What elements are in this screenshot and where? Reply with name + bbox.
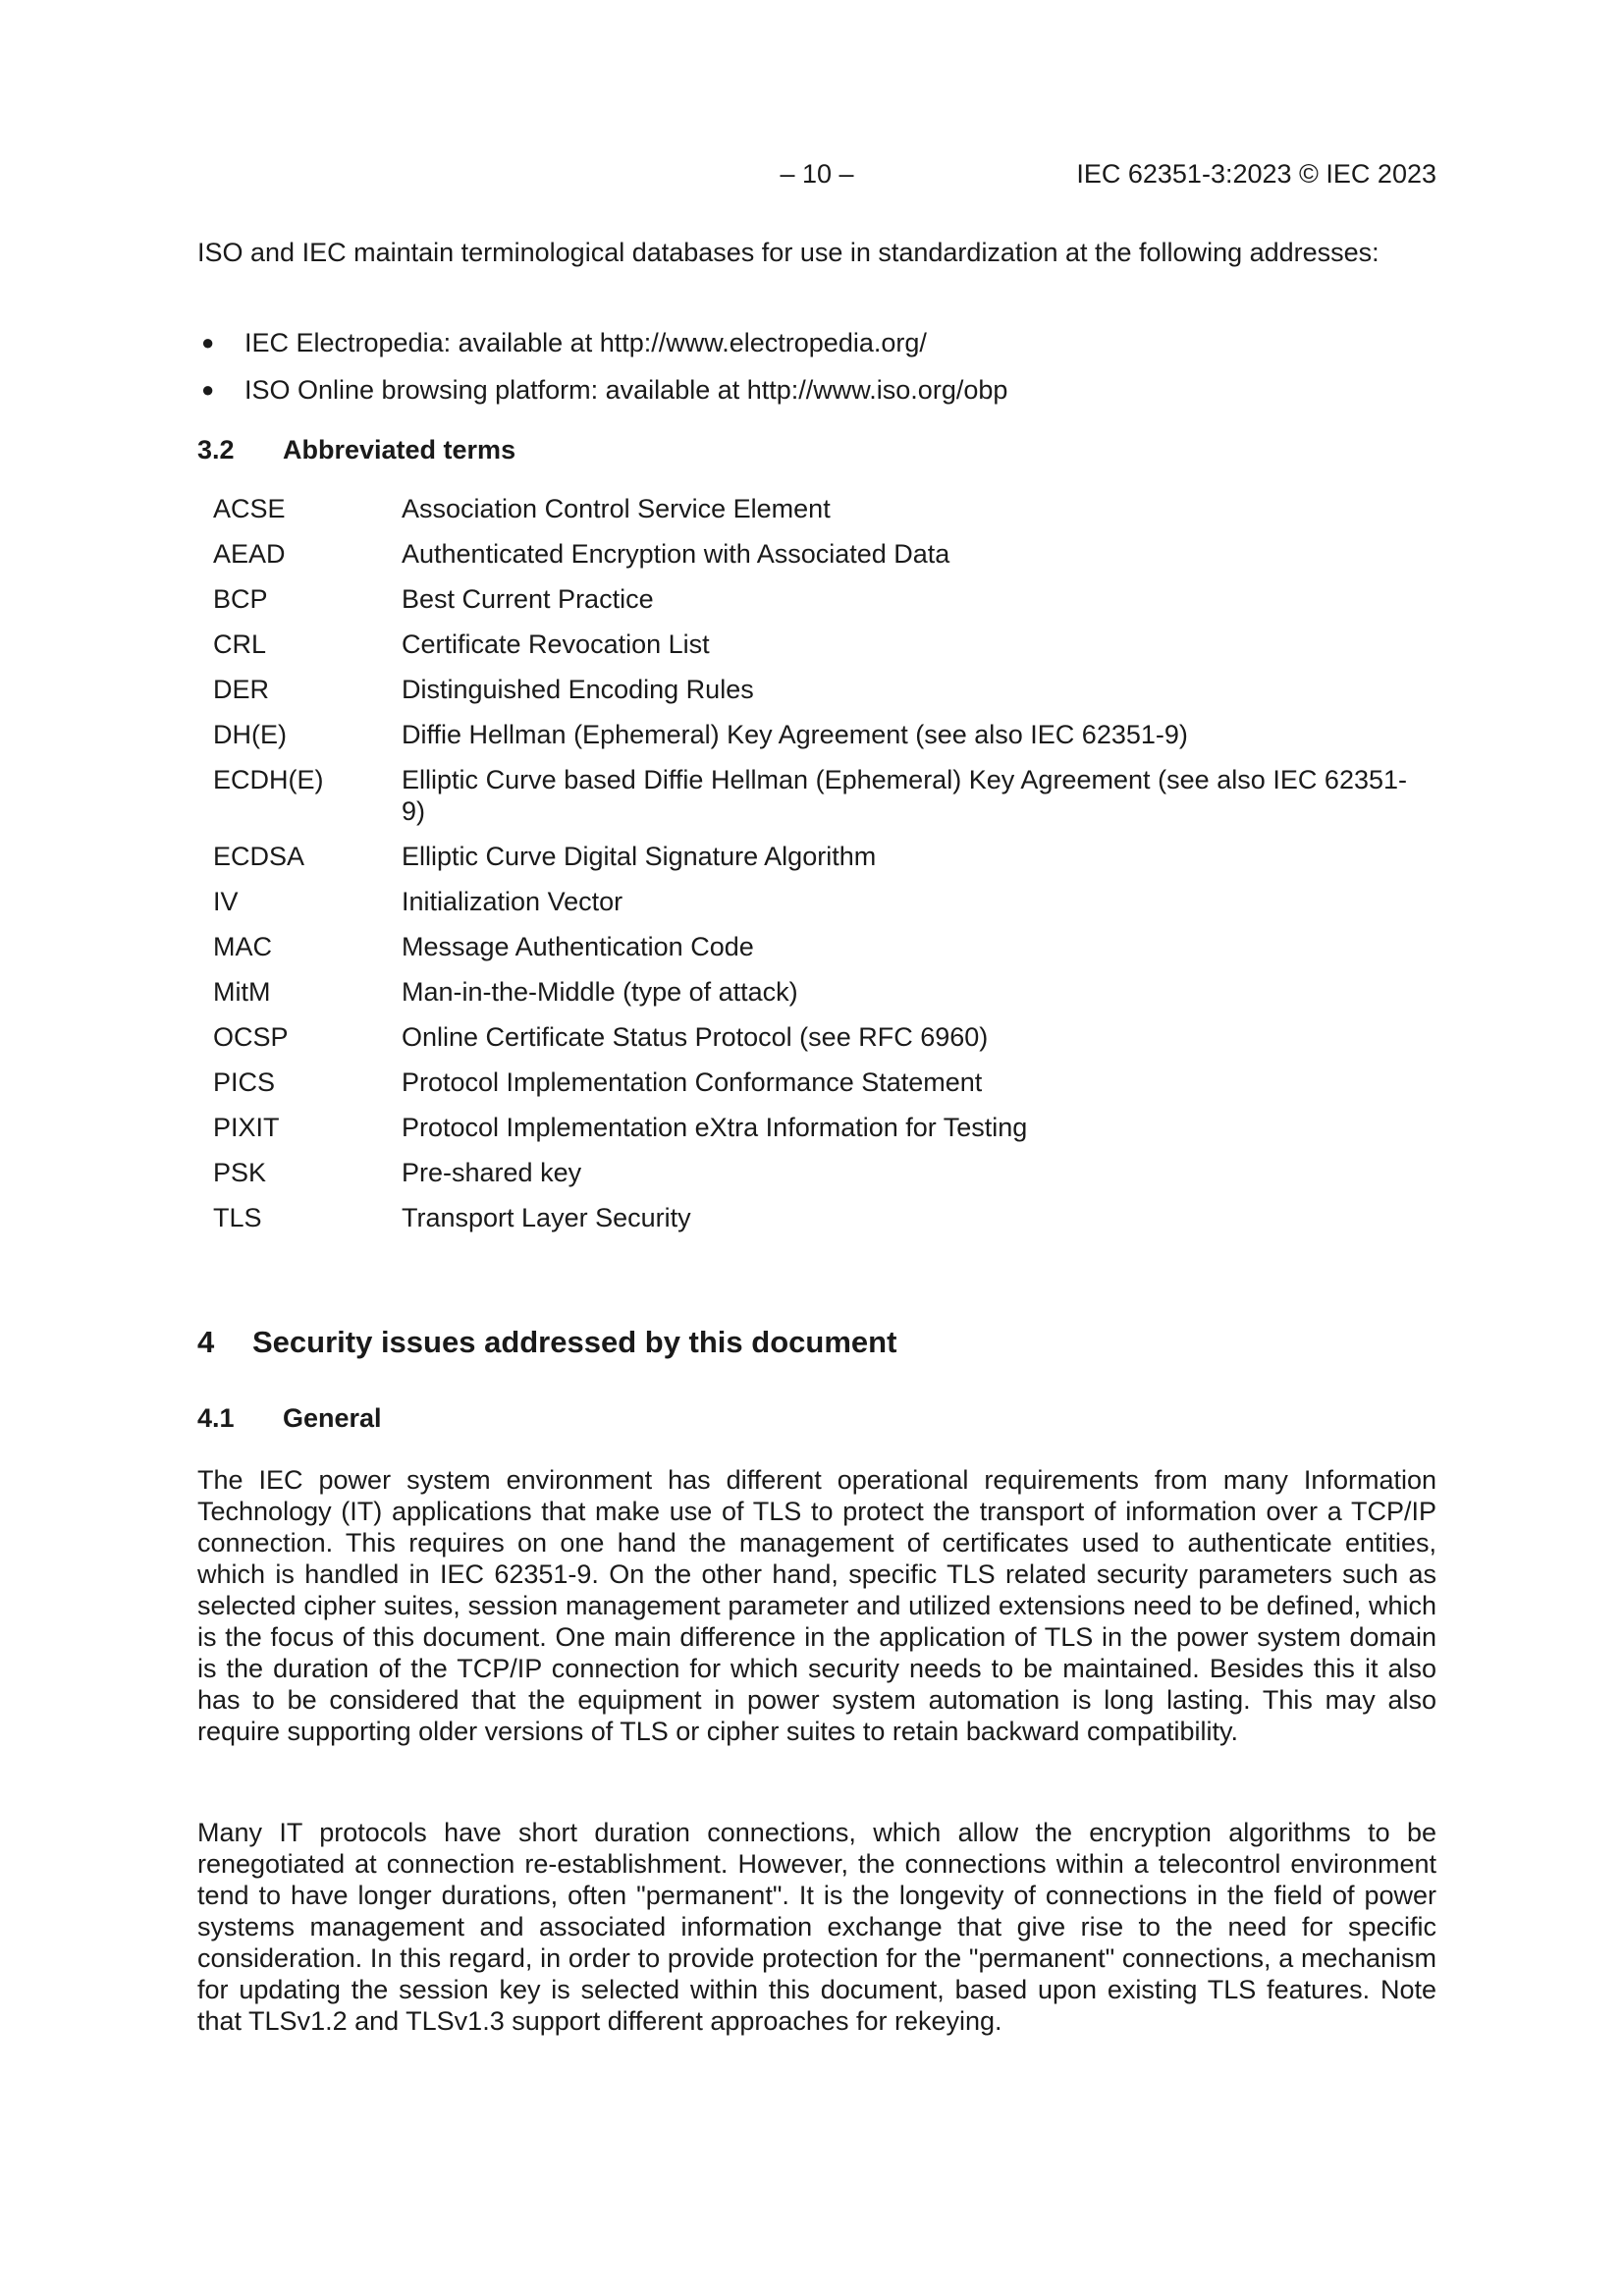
list-item (197, 327, 1436, 374)
abbreviation-definition: Online Certificate Status Protocol (see RFC 6960) (402, 1022, 989, 1052)
abbreviation-definition: Message Authentication Code (402, 932, 754, 961)
abbreviation-row (213, 1202, 1436, 1233)
abbreviation-row (213, 583, 1436, 615)
abbreviation-definition: Distinguished Encoding Rules (402, 675, 754, 704)
section-number: 4.1 (197, 1403, 235, 1433)
abbreviation-row (213, 886, 1436, 917)
abbreviation-term: ECDH(E) (213, 765, 324, 794)
section-number: 3.2 (197, 435, 235, 465)
page-number: – 10 – (780, 159, 854, 189)
abbreviation-term: PICS (213, 1067, 276, 1097)
body-paragraph: The IEC power system environment has different operational requirements from many Information Technology (IT) applications that make use of TLS to protect the transport of information over a TCP/IP connection. This requires on one hand the management of certificates used to authenticate entities, which is handled in IEC 62351-9. On the other hand, specific TLS related security parameters such as selected cipher suites, session management parameter and utilized extensions need to be defined, which is the focus of this document. One main difference in the application of TLS in the power system domain is the duration of the TCP/IP connection for which security needs to be maintained. Besides this it also has to be considered that the equipment in power system automation is long lasting. This may also require supporting older versions of TLS or cipher suites to retain backward compatibility. (197, 1465, 1436, 1746)
section-number: 4 (197, 1325, 215, 1359)
section-heading-4 (197, 1325, 896, 1360)
abbreviation-row (213, 629, 1436, 660)
abbreviation-definition: Protocol Implementation eXtra Information for Testing (402, 1113, 1028, 1142)
abbreviation-row (213, 841, 1436, 872)
section-title: Abbreviated terms (283, 435, 516, 465)
abbreviation-term: PSK (213, 1158, 267, 1187)
abbreviation-row (213, 931, 1436, 962)
body-paragraph: Many IT protocols have short duration connections, which allow the encryption algorithms to be renegotiated at connection re-establishment. However, the connections within a telecontrol environment tend to have longer durations, often "permanent". It is the longevity of connections in the field of power systems management and associated information exchange that give rise to the need for specific consideration. In this regard, in order to provide protection for the "permanent" connections, a mechanism for updating the session key is selected within this document, based upon existing TLS features. Note that TLSv1.2 and TLSv1.3 support different approaches for rekeying. (197, 1818, 1436, 2036)
document-page (197, 0, 1436, 2296)
abbreviation-term: MAC (213, 932, 272, 961)
abbreviation-definition: Elliptic Curve Digital Signature Algorithm (402, 842, 877, 871)
abbreviation-term: ECDSA (213, 842, 305, 871)
abbreviation-definition: Diffie Hellman (Ephemeral) Key Agreement (see also IEC 62351-9) (402, 720, 1188, 749)
abbreviation-term: TLS (213, 1203, 262, 1232)
list-item-text: ISO Online browsing platform: available at http://www.iso.org/obp (244, 375, 1008, 405)
abbreviation-term: OCSP (213, 1022, 289, 1052)
abbreviation-row (213, 976, 1436, 1008)
abbreviation-definition: Transport Layer Security (402, 1203, 691, 1232)
abbreviation-row (213, 1157, 1436, 1188)
section-heading-3-2 (197, 435, 515, 465)
abbreviation-definition: Association Control Service Element (402, 494, 831, 523)
abbreviation-row (213, 538, 1436, 570)
abbreviation-term: DER (213, 675, 270, 704)
abbreviation-list (213, 493, 1436, 1247)
abbreviation-definition: Pre-shared key (402, 1158, 582, 1187)
list-item (197, 374, 1436, 421)
abbreviation-row (213, 1112, 1436, 1143)
abbreviation-definition: Certificate Revocation List (402, 629, 710, 659)
abbreviation-row (213, 1066, 1436, 1098)
section-title: Security issues addressed by this document (252, 1325, 897, 1359)
abbreviation-term: DH(E) (213, 720, 287, 749)
abbreviation-term: CRL (213, 629, 267, 659)
abbreviation-row (213, 493, 1436, 524)
abbreviation-definition: Man-in-the-Middle (type of attack) (402, 977, 798, 1007)
bullet-icon: ● (201, 330, 215, 355)
abbreviation-term: BCP (213, 584, 268, 614)
address-list (197, 327, 1436, 421)
abbreviation-row (213, 764, 1436, 827)
abbreviation-definition: Authenticated Encryption with Associated Data (402, 539, 950, 569)
section-heading-4-1 (197, 1403, 382, 1434)
abbreviation-definition: Protocol Implementation Conformance Statement (402, 1067, 983, 1097)
abbreviation-row (213, 1021, 1436, 1053)
abbreviation-term: ACSE (213, 494, 286, 523)
abbreviation-definition: Initialization Vector (402, 887, 623, 916)
standard-identifier: IEC 62351-3:2023 © IEC 2023 (1076, 159, 1436, 189)
abbreviation-term: MitM (213, 977, 271, 1007)
page-header (197, 159, 1436, 194)
list-item-text: IEC Electropedia: available at http://www.electropedia.org/ (244, 328, 927, 357)
abbreviation-definition: Elliptic Curve based Diffie Hellman (Ephemeral) Key Agreement (see also IEC 62351-9) (402, 765, 1407, 826)
section-title: General (283, 1403, 382, 1433)
intro-paragraph: ISO and IEC maintain terminological databases for use in standardization at the following addresses: (197, 238, 1380, 267)
bullet-icon: ● (201, 377, 215, 402)
abbreviation-term: PIXIT (213, 1113, 280, 1142)
abbreviation-term: AEAD (213, 539, 286, 569)
abbreviation-row (213, 719, 1436, 750)
abbreviation-term: IV (213, 887, 239, 916)
abbreviation-definition: Best Current Practice (402, 584, 654, 614)
abbreviation-row (213, 674, 1436, 705)
